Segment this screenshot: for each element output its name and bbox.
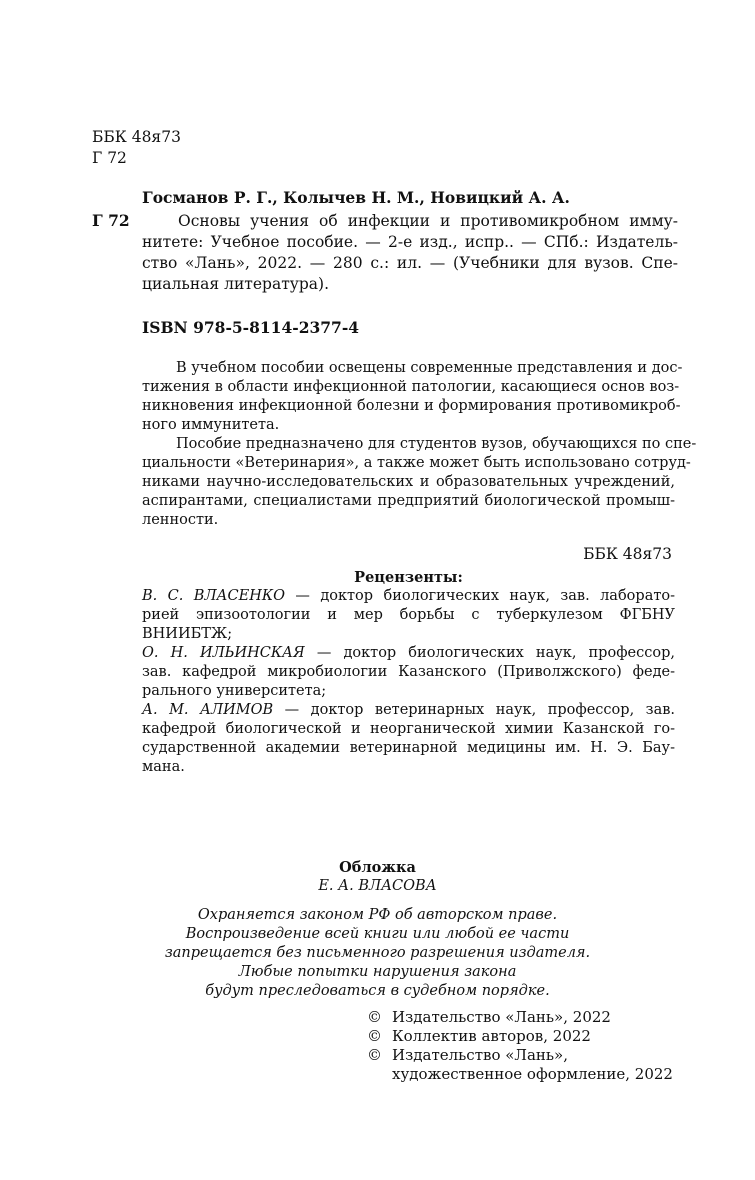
- abstract-line: ного иммунитета.: [142, 417, 280, 433]
- reviewer-line: рией эпизоотологии и мер борьбы с туберкулезом ФГБНУ: [142, 607, 675, 623]
- description-line: нитете: Учебное пособие. — 2-е изд., испр.. — СПб.: Издатель-: [142, 233, 678, 251]
- copyright-holder: © Коллектив авторов, 2022: [367, 1027, 591, 1045]
- copyright-line: Любые попытки нарушения закона: [238, 964, 517, 980]
- author-index: Г 72: [92, 149, 127, 167]
- copyright-holder: © Издательство «Лань», 2022: [367, 1008, 611, 1026]
- description-line: Основы учения об инфекции и противомикробном имму-: [178, 212, 678, 230]
- reviewers-heading: Рецензенты:: [354, 569, 463, 586]
- abstract-line: никами научно-исследовательских и образовательных учреждений,: [142, 474, 675, 490]
- reviewer-line: сударственной академии ветеринарной медицины им. Н. Э. Бау-: [142, 740, 675, 756]
- description-line: циальная литература).: [142, 275, 330, 293]
- cover-credit: [0, 858, 755, 896]
- reviewer-name: А. М. АЛИМОВ: [142, 702, 274, 718]
- abstract-line: циальности «Ветеринария», а также может быть использовано сотруд-: [142, 455, 691, 471]
- description-line: ство «Лань», 2022. — 280 с.: ил. — (Учебники для вузов. Спе-: [142, 254, 678, 272]
- abstract-line: тижения в области инфекционной патологии, касающиеся основ воз-: [142, 379, 680, 395]
- abstract-line: Пособие предназначено для студентов вузов, обучающихся по спе-: [176, 436, 697, 452]
- copyright-line: Охраняется законом РФ об авторском праве.: [197, 907, 558, 923]
- abstract: [142, 359, 697, 530]
- reviewers: [142, 568, 675, 777]
- abstract-line: аспирантами, специалистами предприятий биологической промыш-: [142, 493, 675, 509]
- reviewer-name: О. Н. ИЛЬИНСКАЯ: [142, 645, 305, 661]
- reviewer-line: О. Н. ИЛЬИНСКАЯ — доктор биологических наук, профессор,: [142, 645, 675, 661]
- cover-title: Обложка: [339, 859, 416, 876]
- isbn: ISBN 978-5-8114-2377-4: [142, 318, 360, 337]
- bbk-code-right: ББК 48я73: [583, 545, 672, 563]
- author-index-code: Г 72: [92, 211, 130, 230]
- reviewer-line: зав. кафедрой микробиологии Казанского (Приволжского) феде-: [142, 664, 675, 680]
- copyright-line: будут преследоваться в судебном порядке.: [205, 983, 550, 999]
- copyright-holder: © Издательство «Лань»,: [367, 1046, 569, 1064]
- reviewer-line: мана.: [142, 759, 185, 775]
- copyright-notice: [0, 906, 755, 1001]
- reviewer-name: В. С. ВЛАСЕНКО: [142, 588, 285, 604]
- abstract-line: ленности.: [142, 512, 219, 528]
- copyright-icon: ©: [367, 1008, 382, 1026]
- authors-line: Госманов Р. Г., Колычев Н. М., Новицкий А. А.: [142, 188, 570, 207]
- copyright-icon: ©: [367, 1027, 382, 1045]
- reviewer-line: кафедрой биологической и неорганической химии Казанской го-: [142, 721, 675, 737]
- reviewer-line: В. С. ВЛАСЕНКО — доктор биологических наук, зав. лаборато-: [142, 588, 675, 604]
- copyright-holder-continuation: художественное оформление, 2022: [392, 1065, 673, 1083]
- copyright-line: Воспроизведение всей книги или любой ее части: [185, 926, 570, 942]
- copyright-icon: ©: [367, 1046, 382, 1064]
- copyright-holders: [367, 1008, 673, 1084]
- abstract-line: В учебном пособии освещены современные представления и дос-: [176, 360, 683, 376]
- reviewer-line: ВНИИБТЖ;: [142, 626, 233, 642]
- reviewer-line: А. М. АЛИМОВ — доктор ветеринарных наук, профессор, зав.: [142, 702, 675, 718]
- abstract-line: никновения инфекционной болезни и формирования противомикроб-: [142, 398, 681, 414]
- bibliographic-description: [142, 211, 678, 295]
- copyright-line: запрещается без письменного разрешения издателя.: [164, 945, 591, 961]
- cover-designer: Е. А. ВЛАСОВА: [318, 878, 437, 894]
- bbk-code: ББК 48я73: [92, 128, 181, 146]
- reviewer-line: рального университета;: [142, 683, 327, 699]
- bbk-block: [92, 127, 181, 169]
